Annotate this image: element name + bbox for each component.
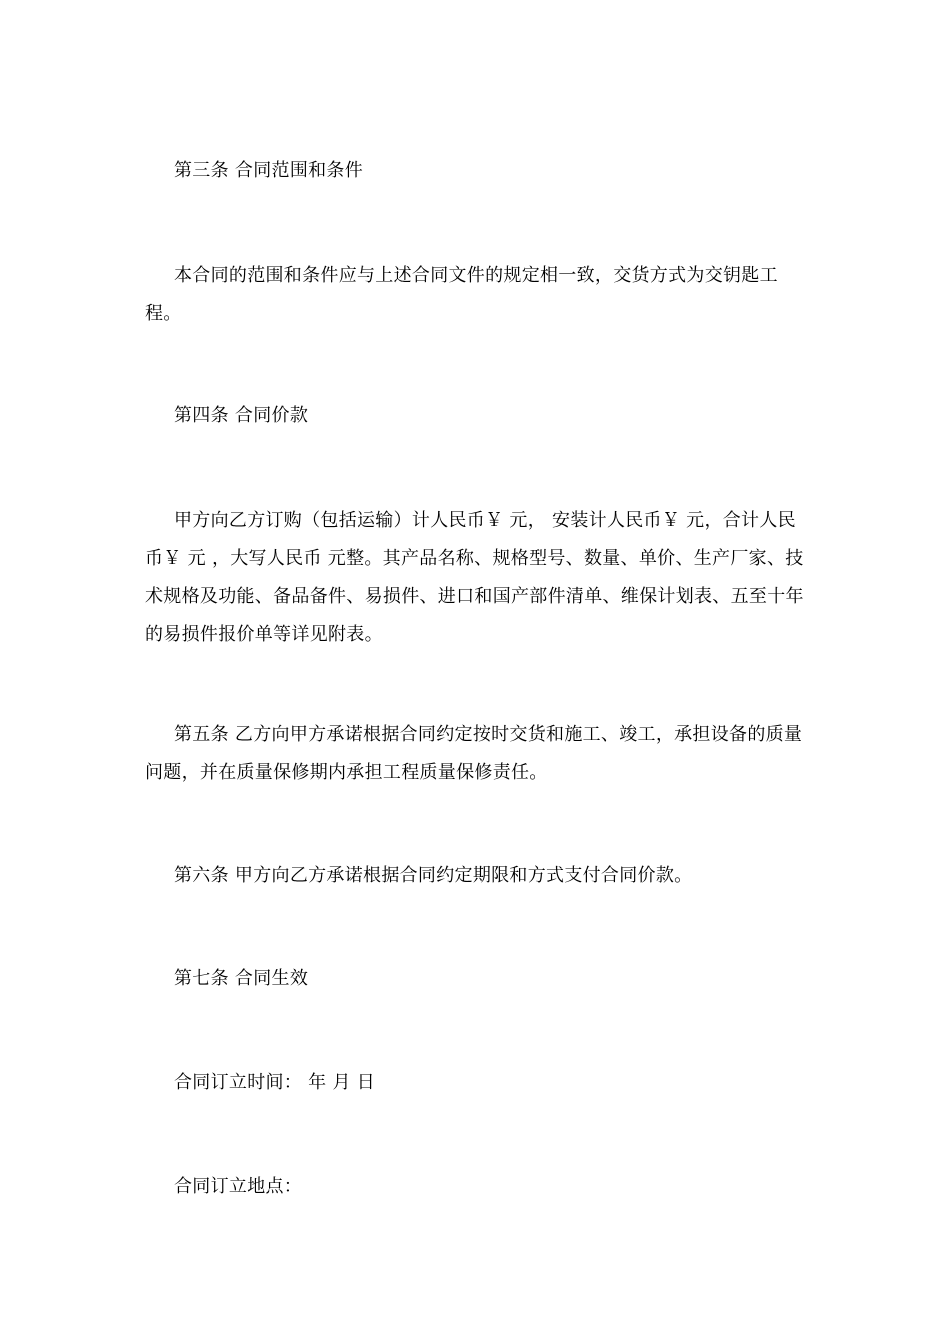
article-7-heading: 第七条 合同生效 — [174, 968, 309, 989]
contract-signing-date: 合同订立时间： 年 月 日 — [174, 1072, 376, 1093]
article-3-heading: 第三条 合同范围和条件 — [174, 160, 364, 181]
article-5: 第五条 乙方向甲方承诺根据合同约定按时交货和施工、竣工，承担设备的质量问题，并在质量保修期内承担工程质量保修责任。 — [145, 724, 803, 783]
article-3-body: 本合同的范围和条件应与上述合同文件的规定相一致，交货方式为交钥匙工程。 — [145, 265, 778, 324]
article-4-heading: 第四条 合同价款 — [174, 405, 309, 426]
article-6: 第六条 甲方向乙方承诺根据合同约定期限和方式支付合同价款。 — [174, 865, 693, 886]
article-4-body: 甲方向乙方订购（包括运输）计人民币￥ 元， 安装计人民币￥ 元，合计人民币￥ 元 ，大写人民币 元整。其产品名称、规格型号、数量、单价、生产厂家、技术规格及功能、备品备件、易损件、进口和国产部件清单、维保计划表、五至十年的易损件报价单等详见附表。 — [145, 510, 804, 645]
contract-signing-place: 合同订立地点： — [174, 1176, 303, 1197]
